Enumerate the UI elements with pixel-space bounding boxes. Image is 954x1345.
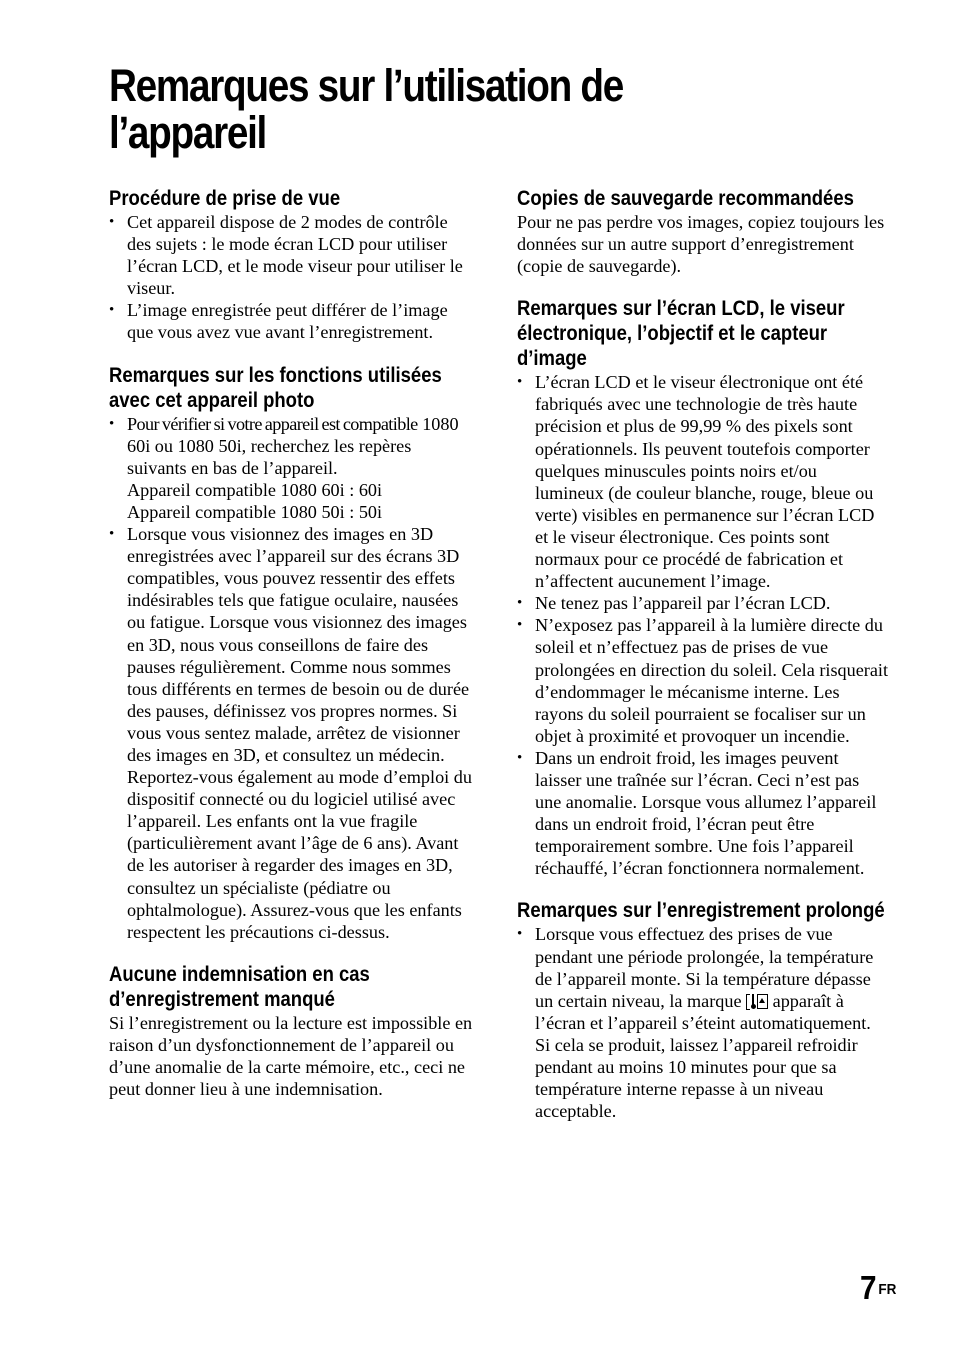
- list-item: • L’image enregistrée peut différer de l’image que vous avez vue avant l’enregistrement.: [109, 299, 474, 343]
- page-title: [109, 62, 711, 156]
- section-heading: Remarques sur l’écran LCD, le viseur électronique, l’objectif et le capteur d’image: [517, 297, 845, 371]
- compat-50i-label: Appareil compatible 1080 50i : 50i: [127, 501, 383, 522]
- list-item-text: 1080 60i ou 1080 50i, recherchez les repères suivants en bas de l’appareil.: [127, 413, 459, 478]
- title-line-2: l’appareil: [109, 107, 267, 158]
- overheat-warning-icon: [746, 993, 768, 1009]
- section-heading: Remarques sur l’enregistrement prolongé: [517, 899, 885, 923]
- list-item-first-line: Pour vérifier si votre appareil est compatible: [127, 413, 418, 434]
- section-heading: Procédure de prise de vue: [109, 187, 341, 210]
- section-prolonged-recording: [517, 898, 889, 1122]
- bullet-list: [517, 371, 889, 879]
- list-item-text: apparaît à l’écran et l’appareil s’éteint automatiquement. Si cela se produit, laissez l’appareil refroidir pendant au moins 10 minutes pour que sa température interne repasse à un niveau acceptable.: [535, 990, 871, 1122]
- list-item: • Lorsque vous visionnez des images en 3D enregistrées avec l’appareil sur des écrans 3D compatibles, vous pouvez ressentir des effets indésirables tels que fatigue oculaire, nausées ou fatigue. Lorsque vous visionnez des images en 3D, nous vous conseillons de faire des pauses régulièrement. Comme nous sommes tous différents en termes de besoin ou de durée des pauses, définissez vos propres normes. Si vous vous sentez malade, arrêtez de visionner des images en 3D, et consultez un médecin. Reportez-vous également au mode d’emploi du dispositif connecté ou du logiciel utilisé avec l’appareil. Les enfants ont la vue fragile (particulièrement avant l’âge de 6 ans). Avant de les autoriser à regarder des images en 3D, consultez un spécialiste (pédiatre ou ophtalmologue). Assurez-vous que les enfants respectent les précautions ci-dessus.: [109, 523, 474, 943]
- list-item: [109, 413, 474, 523]
- bullet-list: [517, 923, 889, 1122]
- list-item: • L’écran LCD et le viseur électronique ont été fabriqués avec une technologie de très haute précision et plus de 99,99 % des pixels sont opérationnels. Ils peuvent toutefois comporter quelques minuscules points noirs et/ou lumineux (de couleur blanche, rouge, bleue ou verte) visibles en permanence sur l’écran LCD et le viseur électronique. Ces points sont normaux pour ce procédé de fabrication et n’affectent aucunement l’image.: [517, 371, 889, 592]
- list-item-text: Lorsque vous effectuez des prises de vue pendant une période prolongée, la température de l’appareil monte. Si la température dépasse un certain niveau, la marque: [535, 924, 874, 1011]
- compat-60i-label: Appareil compatible 1080 60i : 60i: [127, 479, 383, 500]
- section-body: Pour ne pas perdre vos images, copiez toujours les données sur un autre support d’enregistrement (copie de sauvegarde).: [517, 212, 885, 277]
- page-number-value: 7: [860, 1269, 877, 1306]
- right-column: [517, 186, 889, 1141]
- list-item: • Cet appareil dispose de 2 modes de contrôle des sujets : le mode écran LCD pour utiliser l’écran LCD, et le mode viseur pour utiliser le viseur.: [109, 211, 474, 299]
- section-heading: Copies de sauvegarde recommandées: [517, 187, 854, 210]
- section-functions: [109, 363, 474, 943]
- list-item: • N’exposez pas l’appareil à la lumière directe du soleil et n’effectuez pas de prises de vue prolongées en direction du soleil. Cela risquerait d’endommager le mécanisme interne. Les rayons du soleil pourraient se focaliser sur un objet à proximité et provoquer un incendie.: [517, 614, 889, 747]
- title-line-1: Remarques sur l’utilisation de: [109, 60, 623, 111]
- list-item: • Dans un endroit froid, les images peuvent laisser une traînée sur l’écran. Ceci n’est pas une anomalie. Lorsque vous allumez l’appareil dans un endroit froid, l’écran peut être temporairement sombre. Une fois l’appareil réchauffé, l’écran fonctionnera normalement.: [517, 747, 889, 880]
- section-backup: [517, 186, 889, 277]
- section-no-compensation: [109, 962, 474, 1100]
- section-heading: Remarques sur les fonctions utilisées avec cet appareil photo: [109, 363, 442, 412]
- section-body: Si l’enregistrement ou la lecture est impossible en raison d’un dysfonctionnement de l’appareil ou d’une anomalie de la carte mémoire, etc., ceci ne peut donner lieu à une indemnisation.: [109, 1012, 473, 1100]
- bullet-list: [109, 211, 474, 344]
- section-heading: Aucune indemnisation en cas d’enregistrement manqué: [109, 962, 370, 1011]
- list-item: [517, 923, 889, 1122]
- language-code: FR: [878, 1281, 897, 1298]
- section-lcd-notes: [517, 296, 889, 879]
- page-number: [860, 1271, 896, 1304]
- list-item: • Ne tenez pas l’appareil par l’écran LCD.: [517, 592, 889, 614]
- left-column: [109, 186, 474, 1119]
- bullet-list: [109, 413, 474, 943]
- section-procedure: [109, 186, 474, 344]
